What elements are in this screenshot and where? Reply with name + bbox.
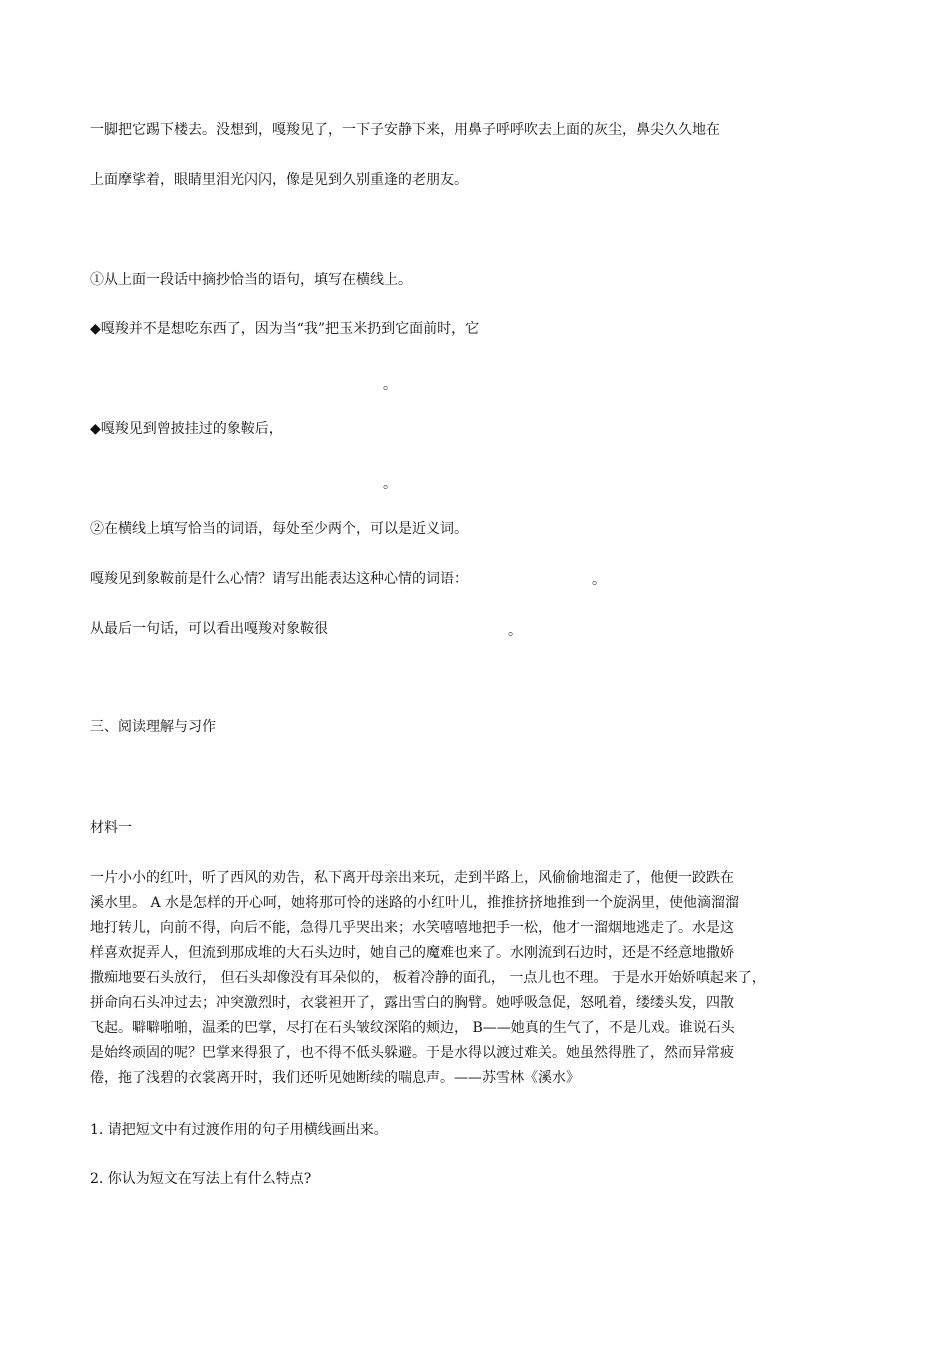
question-1-item-1-end: 。	[383, 377, 397, 393]
material-passage-line: 飞起。噼噼啪啪，温柔的巴掌，尽打在石头皱纹深陷的颊边， B——她真的生气了，不是儿戏。谁说石头	[90, 1020, 735, 1036]
material-passage-line: 一片小小的红叶，听了西风的劝告，私下离开母亲出来玩，走到半路上，风偷偷地溜走了，他便一跤跌在	[90, 870, 734, 886]
material-passage-line: 是始终顽固的呢？巴掌来得狠了，也不得不低头躲避。于是水得以渡过难关。她虽然得胜了，然而异常疲	[90, 1045, 734, 1061]
passage-line-2: 上面摩挲着，眼睛里泪光闪闪，像是见到久别重逢的老朋友。	[90, 172, 468, 188]
material-passage-line: 倦，拖了浅碧的衣裳离开时，我们还听见她断续的喘息声。——苏雪林《溪水》	[90, 1070, 580, 1086]
exercise-question-1: 1. 请把短文中有过渡作用的句子用横线画出来。	[90, 1122, 388, 1138]
material-passage-line: 溪水里。 A 水是怎样的开心呵，她将那可怜的迷路的小红叶儿，推推挤挤地推到一个旋涡里，使他滴溜溜	[90, 895, 740, 911]
material-passage-line: 样喜欢捉弄人，但流到那成堆的大石头边时，她自己的魔难也来了。水刚流到石边时，还是不经意地撒娇	[90, 945, 734, 961]
question-2-item-2-end: 。	[508, 623, 522, 639]
question-2-prompt: ②在横线上填写恰当的词语，每处至少两个，可以是近义词。	[90, 521, 468, 537]
question-1-prompt: ①从上面一段话中摘抄恰当的语句，填写在横线上。	[90, 272, 412, 288]
question-1-item-2: ◆嘎羧见到曾披挂过的象鞍后，	[90, 421, 283, 437]
material-passage-line: 拼命向石头冲过去；冲突激烈时，衣裳袒开了，露出雪白的胸臂。她呼吸急促，怒吼着，缕缕头发，四散	[90, 995, 734, 1011]
material-1-label: 材料一	[90, 820, 132, 836]
question-2-item-1-end: 。	[592, 572, 606, 588]
material-passage-line: 撒痴地要石头放行， 但石头却像没有耳朵似的， 板着冷静的面孔， 一点儿也不理。 于是水开始娇嗔起来了，	[90, 970, 766, 986]
question-1-item-1: ◆嘎羧并不是想吃东西了，因为当“我”把玉米扔到它面前时，它	[90, 321, 480, 337]
question-2-item-1: 嘎羧见到象鞍前是什么心情？请写出能表达这种心情的词语：	[90, 571, 468, 587]
exercise-question-2: 2. 你认为短文在写法上有什么特点?	[90, 1171, 312, 1187]
section-3-heading: 三、阅读理解与习作	[90, 719, 216, 735]
passage-line-1: 一脚把它踢下楼去。没想到，嘎羧见了，一下子安静下来，用鼻子呼呼吹去上面的灰尘，鼻尖久久地在	[90, 122, 720, 138]
material-passage-line: 地打转儿，向前不得，向后不能，急得几乎哭出来；水笑嘻嘻地把手一松，他才一溜烟地逃走了。水是这	[90, 920, 734, 936]
question-1-item-2-end: 。	[383, 476, 397, 492]
question-2-item-2: 从最后一句话，可以看出嘎羧对象鞍很	[90, 621, 328, 637]
